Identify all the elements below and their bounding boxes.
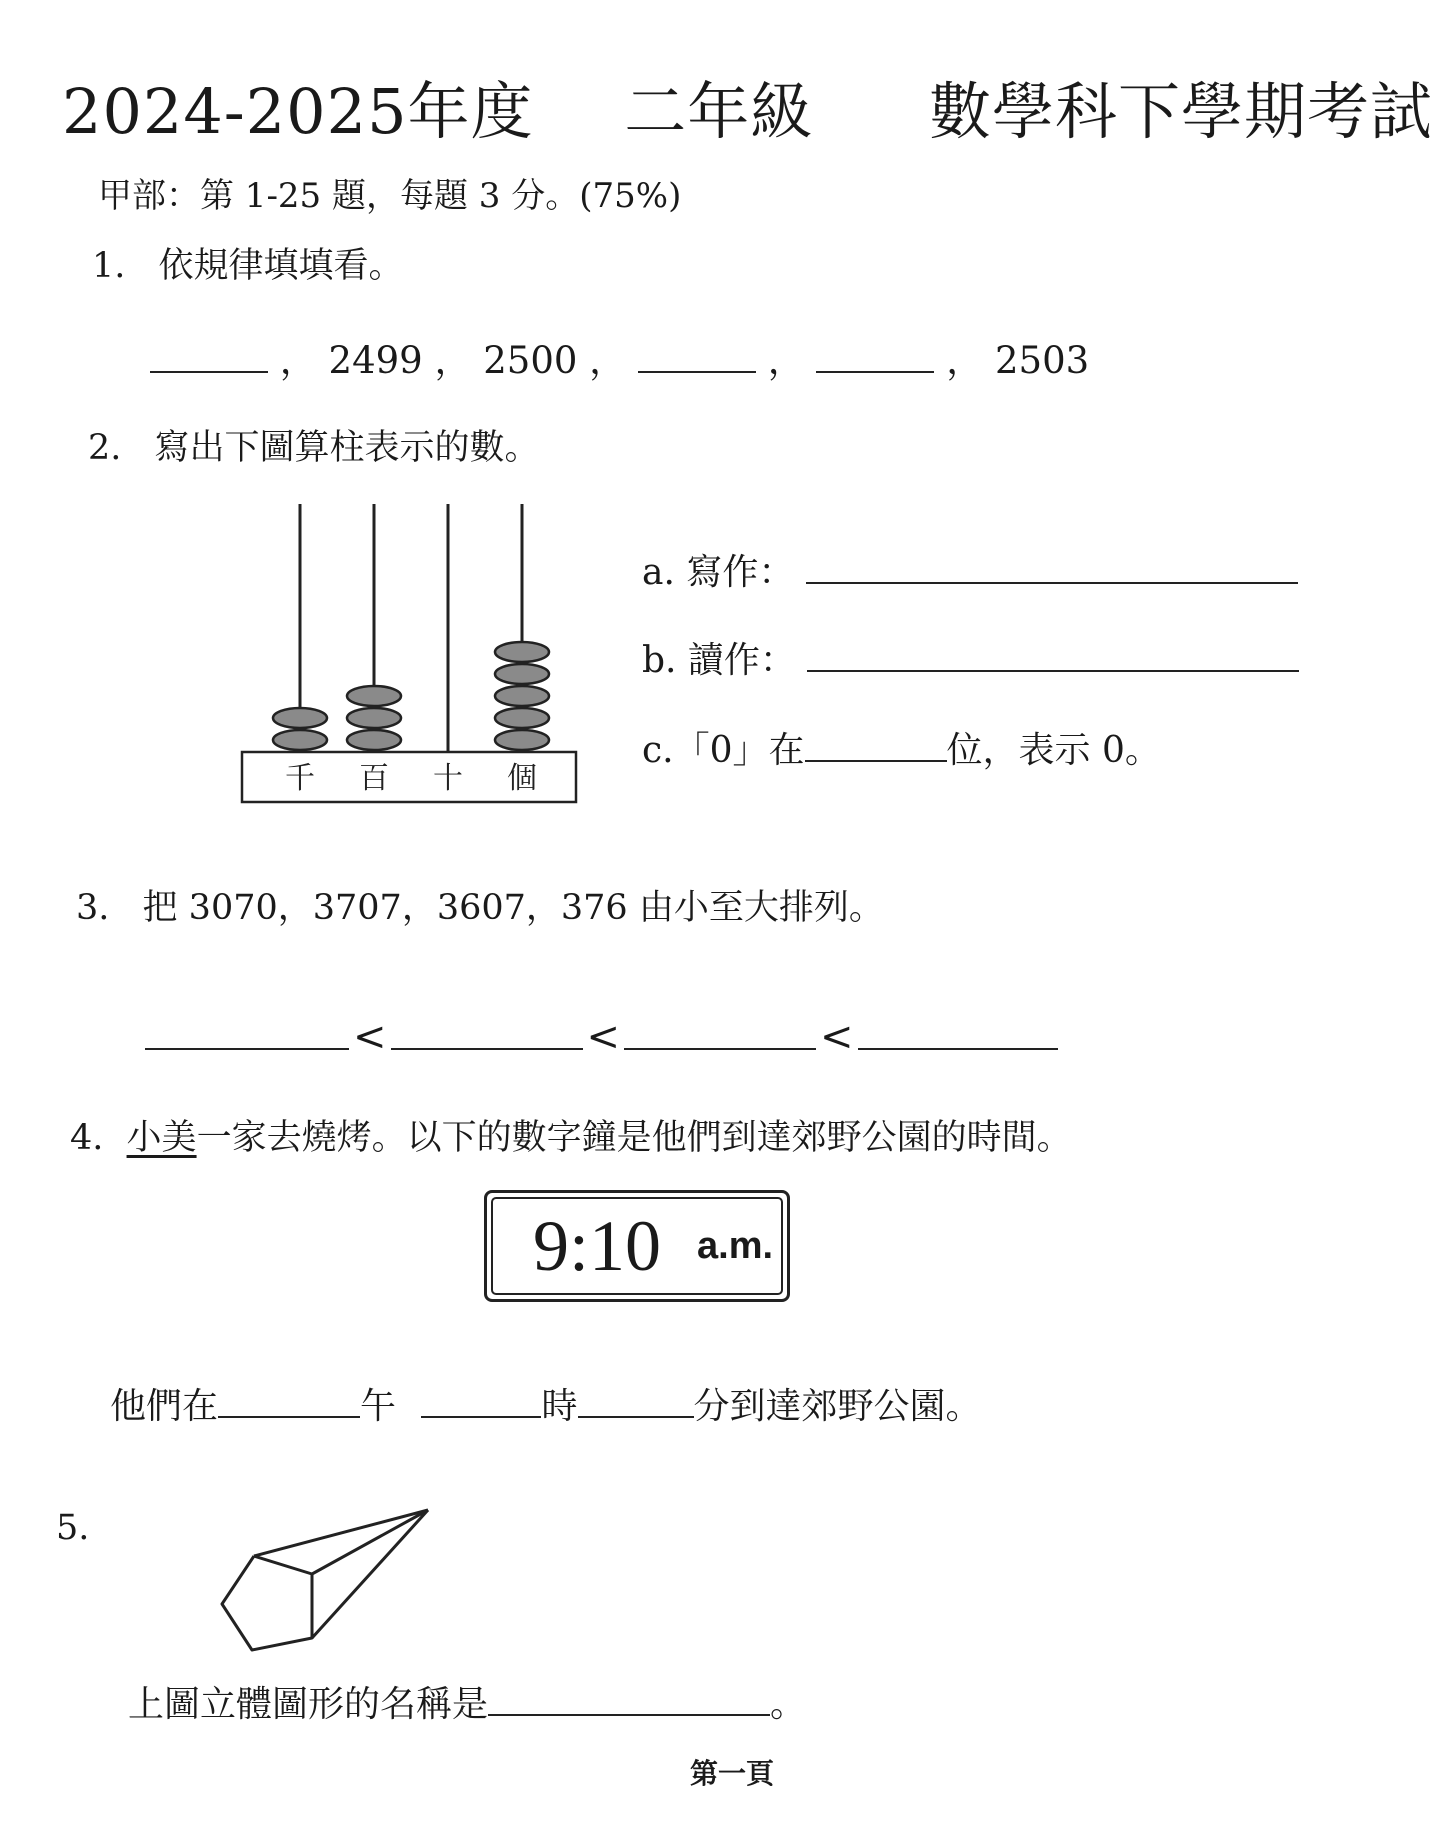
abacus-bead-ones <box>495 664 549 684</box>
sequence-blank-1[interactable] <box>150 370 268 373</box>
ordering-blank-1[interactable] <box>145 1047 349 1050</box>
abacus-label-thousands: 千 <box>285 761 315 796</box>
question-4-noon: 午 <box>360 1386 397 1427</box>
abacus-bead-ones <box>495 642 549 662</box>
abacus-label-hundreds: 百 <box>359 761 389 796</box>
question-2a-answer-line[interactable] <box>806 581 1298 584</box>
question-4 <box>70 1110 1072 1160</box>
question-3 <box>76 880 884 930</box>
question-2a-label: a. 寫作： <box>642 552 795 593</box>
ordering-blank-4[interactable] <box>858 1047 1058 1050</box>
hour-blank[interactable] <box>421 1415 541 1418</box>
abacus-bead-hundreds <box>347 708 401 728</box>
abacus-bead-thousands <box>273 730 327 750</box>
abacus-label-ones: 個 <box>507 761 537 796</box>
minute-blank[interactable] <box>578 1415 694 1418</box>
question-5-answer-suffix: 。 <box>770 1684 807 1725</box>
question-2b-label: b. 讀作： <box>642 640 796 681</box>
question-1-prompt: 依規律填填看。 <box>158 246 404 286</box>
sequence-comma: ， <box>279 339 317 382</box>
question-3-ordering <box>145 1014 1058 1060</box>
question-1-number: 1. <box>92 246 126 286</box>
question-1-sequence <box>150 330 1089 384</box>
sequence-blank-2[interactable] <box>638 370 756 373</box>
question-2-number: 2. <box>88 428 122 468</box>
abacus-bead-hundreds <box>347 730 401 750</box>
digital-clock <box>484 1190 790 1302</box>
question-2c-prefix: c.「0」在 <box>642 730 805 771</box>
title-subject: 數學科下學期考試 <box>928 75 1433 148</box>
abacus-bead-ones <box>495 686 549 706</box>
shape-name-blank[interactable] <box>488 1713 770 1716</box>
question-5-number: 5. <box>56 1508 90 1548</box>
question-2c-suffix: 位，表示 0。 <box>946 730 1161 771</box>
sequence-blank-3[interactable] <box>816 370 934 373</box>
sequence-comma: ， <box>946 339 984 382</box>
question-5-answer <box>128 1676 806 1727</box>
abacus-bead-thousands <box>273 708 327 728</box>
question-4-answer-prefix: 他們在 <box>110 1386 219 1427</box>
less-than-sign: < <box>820 1014 854 1060</box>
abacus-diagram <box>238 500 578 810</box>
question-4-number: 4. <box>70 1118 104 1158</box>
ordering-blank-3[interactable] <box>624 1047 816 1050</box>
question-4-answer <box>110 1378 982 1429</box>
question-2b-answer-line[interactable] <box>807 669 1299 672</box>
question-2 <box>88 420 540 470</box>
question-2c-answer-line[interactable] <box>805 759 947 762</box>
sequence-comma: ， <box>434 339 472 382</box>
less-than-sign: < <box>353 1014 387 1060</box>
question-1 <box>92 238 404 288</box>
abacus-label-tens: 十 <box>433 761 463 796</box>
question-4-prompt: 一家去燒烤。以下的數字鐘是他們到達郊野公園的時間。 <box>196 1118 1072 1158</box>
sequence-comma: ， <box>767 339 805 382</box>
sequence-value-2499: 2499 <box>328 339 423 382</box>
noon-blank[interactable] <box>218 1415 360 1418</box>
less-than-sign: < <box>586 1014 621 1060</box>
question-2c <box>642 722 1161 773</box>
clock-ampm: a.m. <box>697 1225 774 1267</box>
section-heading: 甲部：第 1-25 題，每題 3 分。(75%) <box>98 176 682 216</box>
ordering-blank-2[interactable] <box>391 1047 583 1050</box>
question-4-name: 小美 <box>126 1118 197 1158</box>
sequence-comma: ， <box>589 339 627 382</box>
question-4-minute-suffix: 分到達郊野公園。 <box>693 1386 982 1427</box>
page-number: 第一頁 <box>690 1757 775 1790</box>
question-5-answer-prefix: 上圖立體圖形的名稱是 <box>128 1684 489 1725</box>
question-3-number: 3. <box>76 888 110 928</box>
abacus-bead-ones <box>495 730 549 750</box>
question-3-prompt: 把 3070，3707，3607，376 由小至大排列。 <box>142 888 884 928</box>
question-2a <box>642 544 1298 595</box>
clock-time: 9:10 <box>533 1206 662 1286</box>
sequence-value-2500: 2500 <box>483 339 578 382</box>
abacus-bead-hundreds <box>347 686 401 706</box>
title-year: 2024-2025年度 <box>62 75 534 148</box>
sequence-value-2503: 2503 <box>995 339 1090 382</box>
question-2-prompt: 寫出下圖算柱表示的數。 <box>154 428 540 468</box>
exam-title <box>62 62 1433 151</box>
title-grade: 二年級 <box>624 75 814 148</box>
question-4-hour: 時 <box>541 1386 578 1427</box>
abacus-bead-ones <box>495 708 549 728</box>
pentagonal-pyramid-figure <box>212 1506 442 1656</box>
question-2b <box>642 632 1299 683</box>
